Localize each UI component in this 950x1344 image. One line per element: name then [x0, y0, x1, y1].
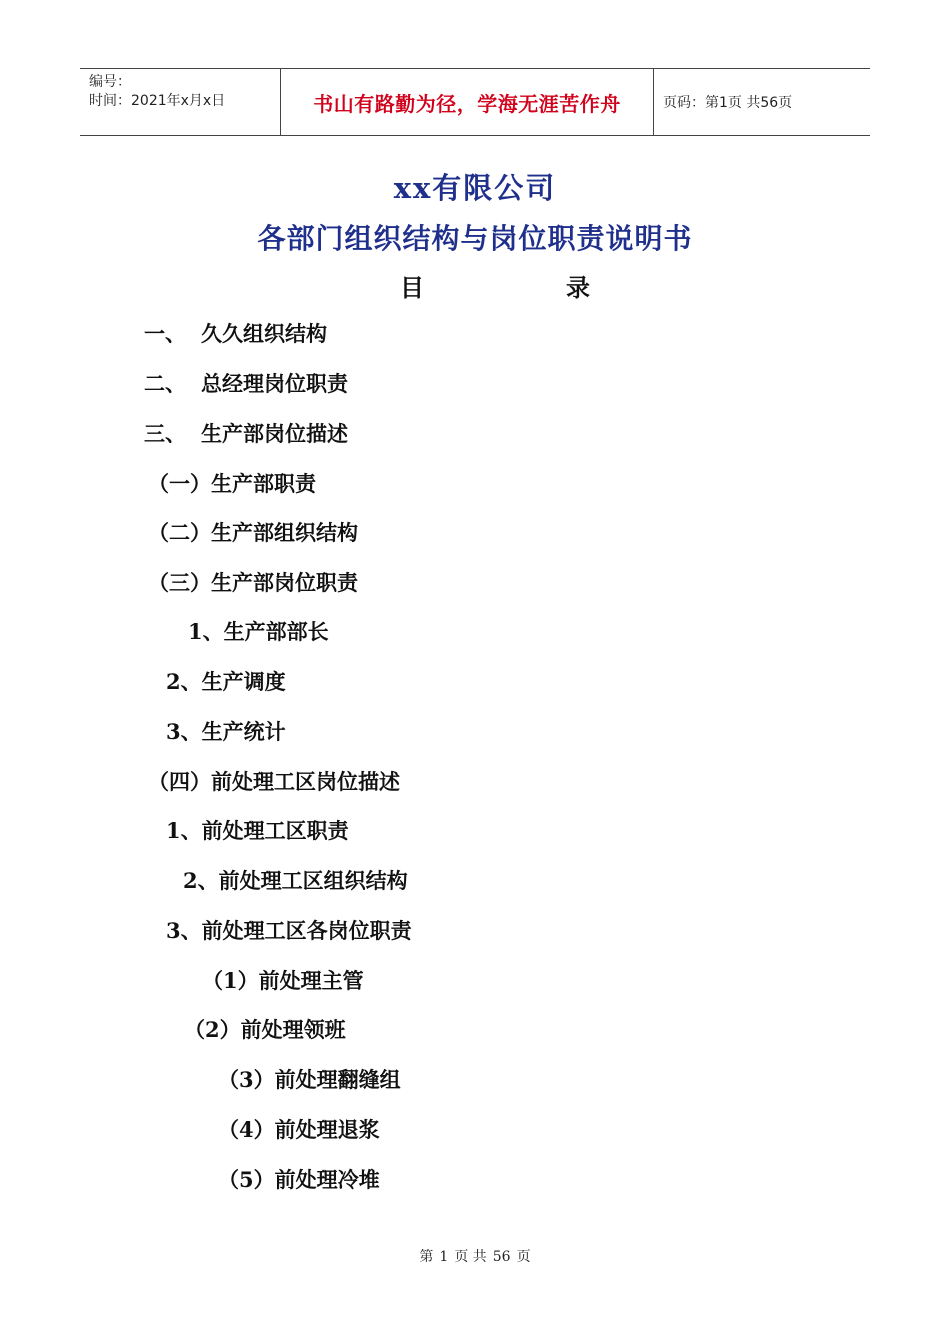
- toc-item-text: 生产部岗位描述: [201, 421, 348, 446]
- toc-item-number: 二、: [144, 371, 186, 396]
- toc-item-text: （4）前处理退浆: [218, 1117, 380, 1142]
- page-footer: [0, 1246, 950, 1266]
- toc-item[interactable]: [144, 370, 348, 398]
- toc-item-text: 3、前处理工区各岗位职责: [166, 918, 412, 943]
- toc-item-text: （5）前处理冷堆: [218, 1167, 380, 1192]
- toc-heading-char-1: 目: [400, 273, 424, 302]
- toc-item[interactable]: [166, 718, 286, 746]
- toc-item-text: 3、生产统计: [166, 719, 286, 744]
- time-label: 时间：2021年x月x日: [89, 93, 226, 109]
- toc-item[interactable]: [188, 618, 329, 646]
- toc-item-text: 总经理岗位职责: [201, 371, 348, 396]
- header-motto: 书山有路勤为径，学海无涯苦作舟: [281, 69, 654, 135]
- toc-item-text: （一）生产部职责: [148, 471, 316, 496]
- toc-item[interactable]: [148, 519, 358, 547]
- footer-page-number: 1: [439, 1249, 449, 1265]
- toc-item-text: （三）生产部岗位职责: [148, 570, 358, 595]
- toc-item[interactable]: [218, 1066, 401, 1094]
- footer-prefix: 第: [419, 1249, 434, 1265]
- toc-item[interactable]: [148, 768, 400, 796]
- page-header: [80, 68, 870, 136]
- toc-item-text: 2、前处理工区组织结构: [183, 868, 408, 893]
- toc-item[interactable]: [166, 668, 286, 696]
- toc-heading: [0, 268, 950, 302]
- toc-item-text: （1）前处理主管: [202, 968, 364, 993]
- toc-heading-char-2: 录: [566, 273, 590, 302]
- toc-item[interactable]: [184, 1016, 346, 1044]
- toc-item[interactable]: [144, 320, 327, 348]
- number-label: 编号：: [89, 74, 131, 90]
- toc-item[interactable]: [148, 569, 358, 597]
- toc-item-number: 三、: [144, 421, 186, 446]
- document-title: 各部门组织结构与岗位职责说明书: [257, 222, 693, 255]
- toc-item-text: 1、前处理工区职责: [166, 818, 349, 843]
- toc-item[interactable]: [166, 917, 412, 945]
- toc-item-text: （2）前处理领班: [184, 1017, 346, 1042]
- toc-item[interactable]: [166, 817, 349, 845]
- toc-item[interactable]: [183, 867, 408, 895]
- toc-item-text: 久久组织结构: [201, 321, 327, 346]
- header-meta: [80, 69, 281, 135]
- toc-item-text: 1、生产部部长: [188, 619, 329, 644]
- toc-item[interactable]: [148, 470, 316, 498]
- footer-suffix: 页: [516, 1249, 531, 1265]
- toc-item-text: （3）前处理翻缝组: [218, 1067, 401, 1092]
- toc-item[interactable]: [218, 1116, 380, 1144]
- toc-item[interactable]: [202, 967, 364, 995]
- header-page-label: 页码：第1页 共56页: [663, 95, 793, 111]
- toc-item-text: 2、生产调度: [166, 669, 286, 694]
- footer-mid: 页 共: [454, 1249, 487, 1265]
- toc-item-number: 一、: [144, 321, 186, 346]
- toc-item-text: （二）生产部组织结构: [148, 520, 358, 545]
- footer-page-total: 56: [492, 1249, 511, 1265]
- company-title: xx有限公司: [393, 171, 557, 205]
- toc-item[interactable]: [144, 420, 348, 448]
- toc-item[interactable]: [218, 1166, 380, 1194]
- toc-item-text: （四）前处理工区岗位描述: [148, 769, 400, 794]
